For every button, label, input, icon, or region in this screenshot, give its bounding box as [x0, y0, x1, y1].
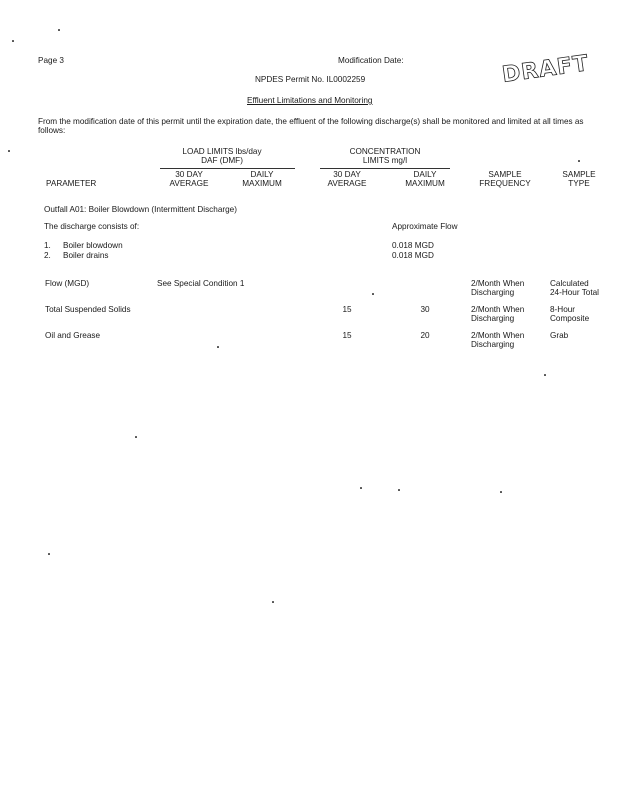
load-limits-header: [172, 147, 272, 166]
header-line: MAXIMUM: [405, 179, 445, 189]
column-header-load-max: [233, 170, 291, 189]
header-line: AVERAGE: [327, 179, 367, 189]
permit-number: NPDES Permit No. IL0002259: [255, 75, 366, 84]
table-row-parameter: Total Suspended Solids: [45, 305, 131, 314]
discharge-consists-label: The discharge consists of:: [44, 222, 140, 231]
table-row-conc-30day: 15: [342, 331, 352, 340]
header-line: TYPE: [568, 179, 590, 189]
header-line: DAILY: [413, 170, 437, 179]
scan-speck: [372, 293, 374, 295]
header-line: SAMPLE: [488, 170, 522, 179]
table-row-frequency: [471, 305, 524, 324]
draft-stamp: DRAFT: [500, 51, 591, 88]
scan-speck: [272, 601, 274, 603]
table-row-conc-max: 30: [420, 305, 430, 314]
column-header-conc-30day: [318, 170, 376, 189]
scan-speck: [217, 346, 219, 348]
table-row-frequency: [471, 331, 524, 350]
cell-line: Composite: [550, 314, 590, 324]
scan-speck: [48, 553, 50, 555]
concentration-subtitle: LIMITS mg/l: [362, 156, 408, 166]
load-limits-divider: [160, 168, 295, 169]
concentration-title: CONCENTRATION: [349, 147, 421, 156]
table-row-conc-30day: 15: [342, 305, 352, 314]
concentration-limits-header: [335, 147, 435, 166]
outfall-title: Outfall A01: Boiler Blowdown (Intermittent Discharge): [44, 205, 237, 214]
column-header-conc-max: [396, 170, 454, 189]
header-line: MAXIMUM: [242, 179, 282, 189]
column-header-parameter: PARAMETER: [46, 179, 97, 188]
cell-line: 2/Month When: [471, 279, 525, 288]
column-header-type: [550, 170, 608, 189]
cell-line: Discharging: [471, 314, 515, 324]
scan-speck: [135, 436, 137, 438]
intro-paragraph: From the modification date of this permit until the expiration date, the effluent of the following discharge(s) shall be monitored and limited at all times as follows:: [38, 117, 584, 136]
header-line: DAILY: [250, 170, 274, 179]
header-line: SAMPLE: [562, 170, 596, 179]
table-row-note: See Special Condition 1: [157, 279, 245, 288]
list-item-label: Boiler blowdown: [63, 241, 123, 250]
scan-speck: [578, 160, 580, 162]
load-limits-title: LOAD LIMITS lbs/day: [182, 147, 262, 156]
scan-speck: [58, 29, 60, 31]
header-line: AVERAGE: [169, 179, 209, 189]
table-row-parameter: Oil and Grease: [45, 331, 101, 340]
header-line: 30 DAY: [175, 170, 203, 179]
table-row-type: [550, 305, 589, 324]
header-line: 30 DAY: [333, 170, 361, 179]
scan-speck: [8, 150, 10, 152]
header-line: FREQUENCY: [479, 179, 531, 189]
modification-date-label: Modification Date:: [338, 56, 404, 65]
scan-speck: [500, 491, 502, 493]
scan-speck: [398, 489, 400, 491]
table-row-type: [550, 331, 568, 340]
cell-line: 2/Month When: [471, 331, 525, 340]
list-item-number: 1.: [44, 241, 51, 250]
approximate-flow-label: Approximate Flow: [392, 222, 458, 231]
list-item-number: 2.: [44, 251, 51, 260]
cell-line: Discharging: [471, 340, 515, 350]
column-header-frequency: [470, 170, 540, 189]
scan-speck: [544, 374, 546, 376]
cell-line: 8-Hour: [550, 305, 576, 314]
cell-line: 2/Month When: [471, 305, 525, 314]
page-number: Page 3: [38, 56, 64, 65]
scan-speck: [12, 40, 14, 42]
list-item-label: Boiler drains: [63, 251, 109, 260]
column-header-load-30day: [160, 170, 218, 189]
table-row-frequency: [471, 279, 524, 298]
cell-line: Grab: [550, 331, 569, 340]
table-row-conc-max: 20: [420, 331, 430, 340]
table-row-type: [550, 279, 599, 298]
concentration-divider: [320, 168, 450, 169]
load-limits-subtitle: DAF (DMF): [201, 156, 243, 166]
cell-line: Calculated: [550, 279, 589, 288]
section-title: Effluent Limitations and Monitoring: [247, 96, 373, 105]
cell-line: Discharging: [471, 288, 515, 298]
list-item-flow: 0.018 MGD: [392, 241, 434, 250]
cell-line: 24-Hour Total: [550, 288, 599, 298]
table-row-parameter: Flow (MGD): [45, 279, 90, 288]
list-item-flow: 0.018 MGD: [392, 251, 434, 260]
scan-speck: [360, 487, 362, 489]
